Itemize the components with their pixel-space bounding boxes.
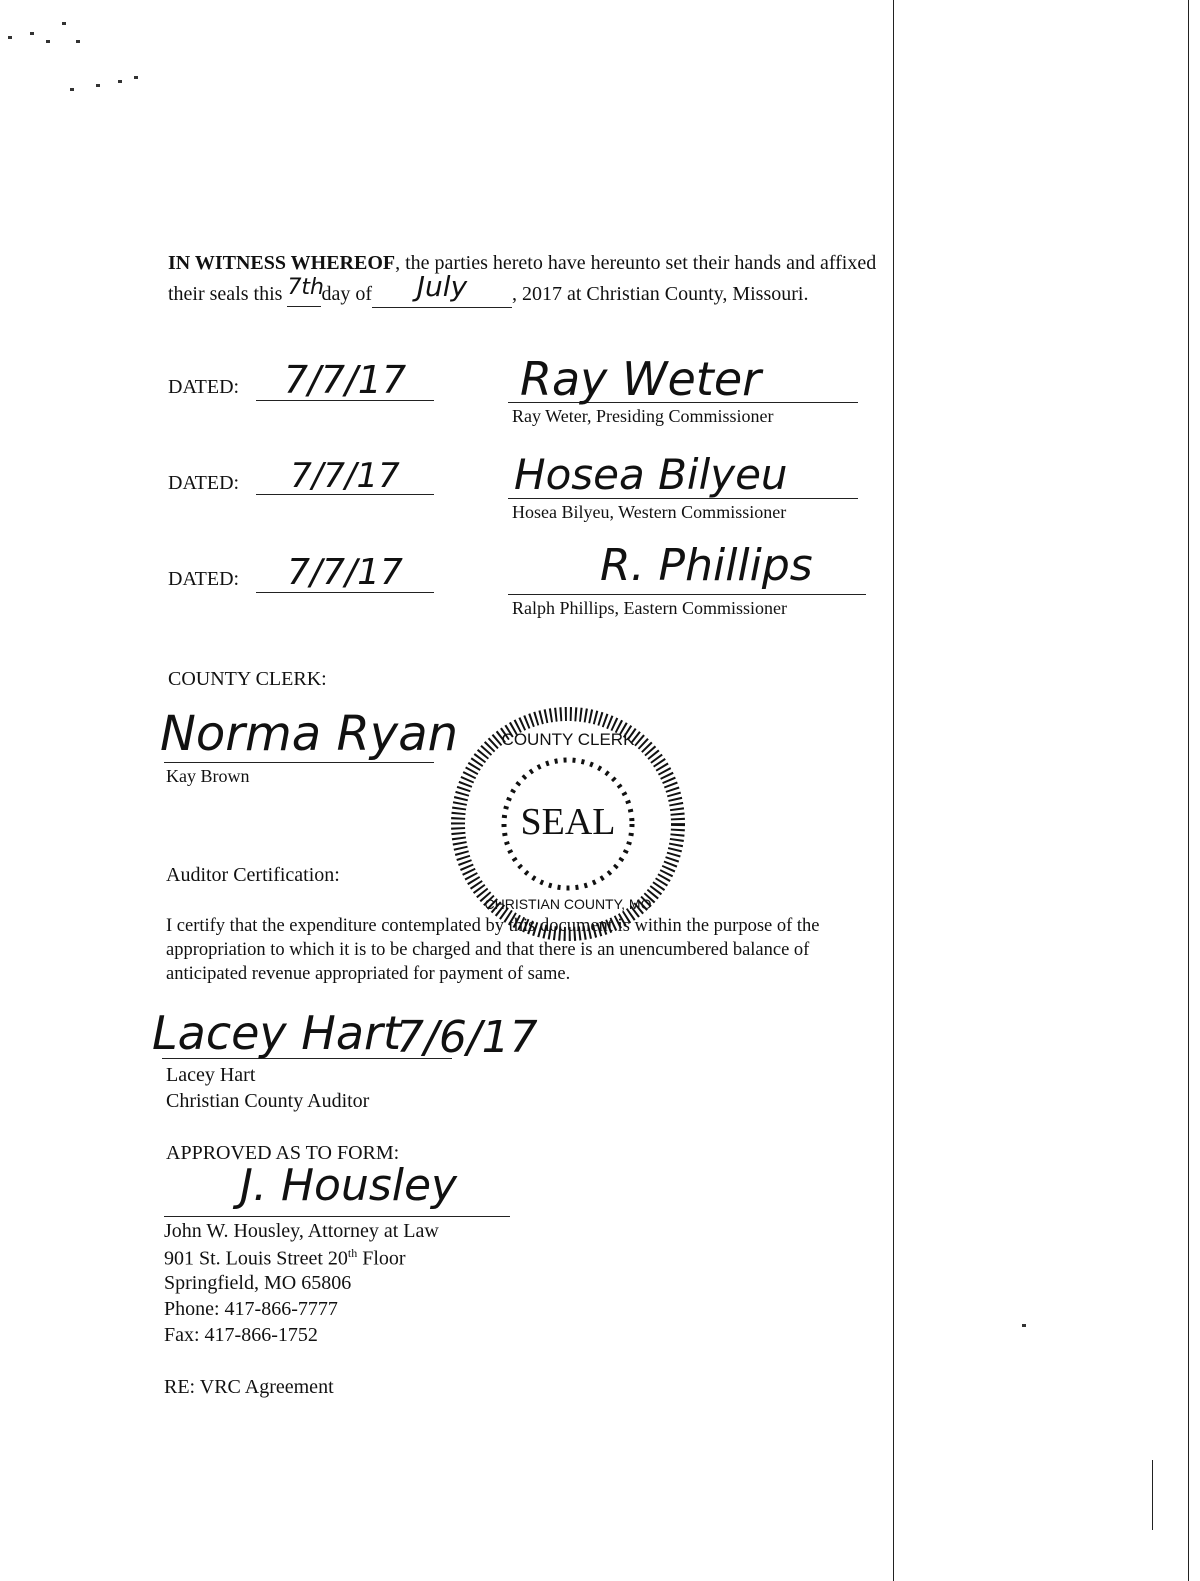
scan-speck (1022, 1324, 1026, 1327)
scan-speck (76, 40, 80, 43)
attorney-fax: Fax: 417-866-1752 (164, 1324, 318, 1346)
signer-name: Hosea Bilyeu, Western Commissioner (512, 502, 787, 522)
auditor-title: Christian County Auditor (166, 1090, 370, 1112)
county-clerk-heading: COUNTY CLERK: (168, 668, 327, 690)
signer-name: Ralph Phillips, Eastern Commissioner (512, 598, 787, 618)
page-edge-line (1188, 0, 1189, 1581)
date-handwritten: 7/7/17 (283, 358, 407, 402)
attorney-name: John W. Housley, Attorney at Law (164, 1220, 439, 1242)
scan-speck (30, 32, 34, 35)
day-handwritten: 7th (287, 275, 325, 300)
dated-label: DATED: (168, 376, 240, 398)
auditor-date-handwritten: 7/6/17 (396, 1012, 538, 1063)
witness-lead: IN WITNESS WHEREOF (168, 252, 396, 274)
scan-speck (96, 84, 100, 87)
re-line: RE: VRC Agreement (164, 1376, 334, 1398)
attorney-phone: Phone: 417-866-7777 (164, 1298, 338, 1320)
county-clerk-seal (452, 708, 684, 940)
approved-heading: APPROVED AS TO FORM: (166, 1142, 400, 1164)
signature-lacey-hart: Lacey Hart (152, 1006, 401, 1060)
dated-label: DATED: (168, 568, 240, 590)
attorney-address: 901 St. Louis Street 20th Floor (164, 1246, 406, 1270)
date-handwritten: 7/7/17 (287, 552, 403, 593)
attorney-city: Springfield, MO 65806 (164, 1272, 352, 1294)
date-handwritten: 7/7/17 (290, 456, 400, 496)
signature-line (164, 1216, 510, 1217)
page-fold-line (893, 0, 894, 1581)
witness-line-2: their seals this 7thday of July , 2017 at Christian County, Missouri. (168, 274, 808, 308)
auditor-text-line-3: anticipated revenue appropriated for payment of same. (166, 964, 571, 984)
scan-speck (8, 36, 12, 39)
scan-speck (46, 40, 50, 43)
auditor-heading: Auditor Certification: (166, 864, 340, 886)
signature-ralph-phillips: R. Phillips (600, 540, 813, 591)
clerk-name: Kay Brown (166, 766, 250, 786)
signature-line (164, 762, 434, 763)
auditor-name: Lacey Hart (166, 1064, 256, 1086)
dated-label: DATED: (168, 472, 240, 494)
scan-speck (134, 76, 138, 79)
signature-line (508, 594, 866, 595)
signer-name: Ray Weter, Presiding Commissioner (512, 406, 774, 426)
signature-john-housley: J. Housley (240, 1160, 458, 1211)
signature-hosea-bilyeu: Hosea Bilyeu (514, 450, 788, 499)
scan-speck (62, 22, 66, 25)
seal-center-text: SEAL (520, 801, 616, 843)
seal-bottom-text: CHRISTIAN COUNTY, MO (484, 896, 652, 912)
month-handwritten: July (416, 270, 468, 303)
margin-mark (1152, 1460, 1153, 1530)
signature-ray-weter: Ray Weter (520, 352, 762, 406)
scan-speck (70, 88, 74, 91)
seal-top-text: COUNTY CLERK (501, 730, 635, 749)
scan-speck (118, 80, 122, 83)
witness-line-1: IN WITNESS WHEREOF, the parties hereto have hereunto set their hands and affixed (168, 252, 877, 274)
auditor-text-line-1: I certify that the expenditure contemplated by this document is within the purpose of the (166, 916, 820, 936)
auditor-text-line-2: appropriation to which it is to be charged and that there is an unencumbered balance of (166, 940, 810, 960)
signature-norma-ryan: Norma Ryan (160, 706, 459, 762)
